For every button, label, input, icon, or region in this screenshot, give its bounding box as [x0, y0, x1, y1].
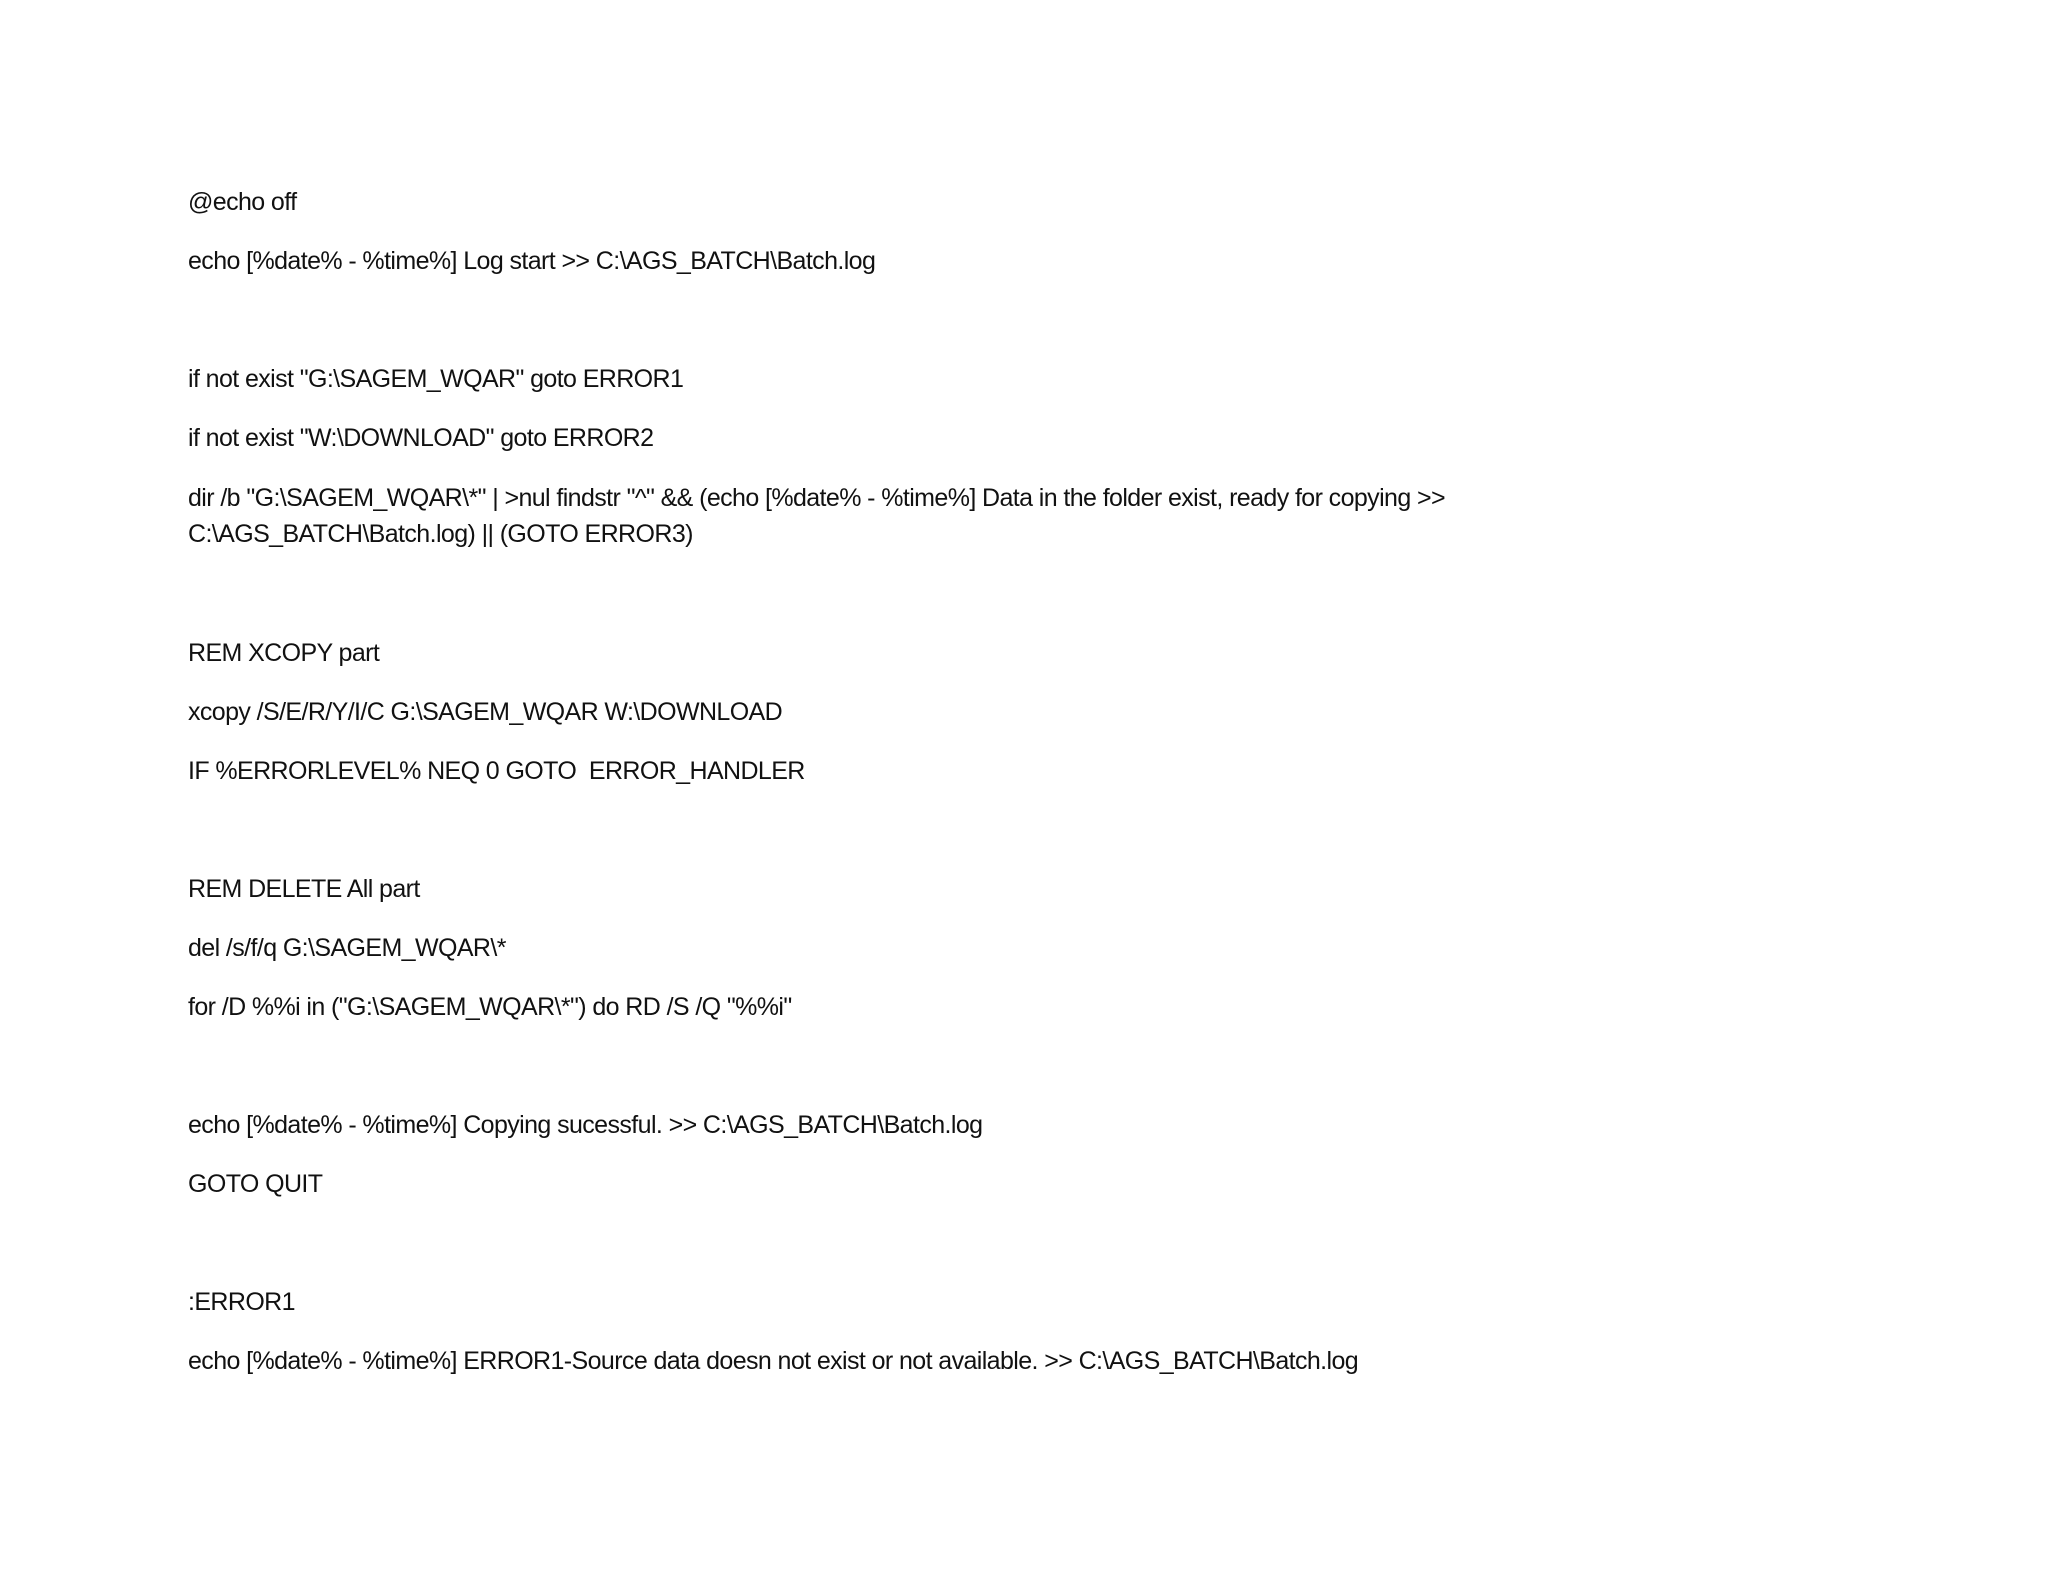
script-line-rem-delete: REM DELETE All part — [188, 875, 420, 903]
script-line-check-destination: if not exist "W:\DOWNLOAD" goto ERROR2 — [188, 424, 654, 452]
script-line-del: del /s/f/q G:\SAGEM_WQAR\* — [188, 934, 506, 962]
script-line-xcopy: xcopy /S/E/R/Y/I/C G:\SAGEM_WQAR W:\DOWNLOAD — [188, 698, 783, 726]
script-line-for-rd: for /D %%i in ("G:\SAGEM_WQAR\*") do RD /S /Q "%%i" — [188, 993, 792, 1021]
script-line-copy-success: echo [%date% - %time%] Copying sucessful. >> C:\AGS_BATCH\Batch.log — [188, 1111, 983, 1139]
script-line-log-start: echo [%date% - %time%] Log start >> C:\AGS_BATCH\Batch.log — [188, 247, 876, 275]
script-line-rem-xcopy: REM XCOPY part — [188, 639, 380, 667]
script-line-goto-quit: GOTO QUIT — [188, 1170, 323, 1198]
script-line-errorlevel: IF %ERRORLEVEL% NEQ 0 GOTO ERROR_HANDLER — [188, 757, 805, 785]
script-line-check-source: if not exist "G:\SAGEM_WQAR" goto ERROR1 — [188, 365, 684, 393]
script-line-error1-label: :ERROR1 — [188, 1288, 295, 1316]
script-line-dir-check-continued: C:\AGS_BATCH\Batch.log) || (GOTO ERROR3) — [188, 520, 693, 548]
script-line-echo-off: @echo off — [188, 188, 297, 216]
script-line-dir-check: dir /b "G:\SAGEM_WQAR\*" | >nul findstr "^" && (echo [%date% - %time%] Data in the folder exist, ready for copying >> — [188, 484, 1445, 512]
script-line-error1-echo: echo [%date% - %time%] ERROR1-Source data doesn not exist or not available. >> C:\AGS_BATCH\Batch.log — [188, 1347, 1359, 1375]
